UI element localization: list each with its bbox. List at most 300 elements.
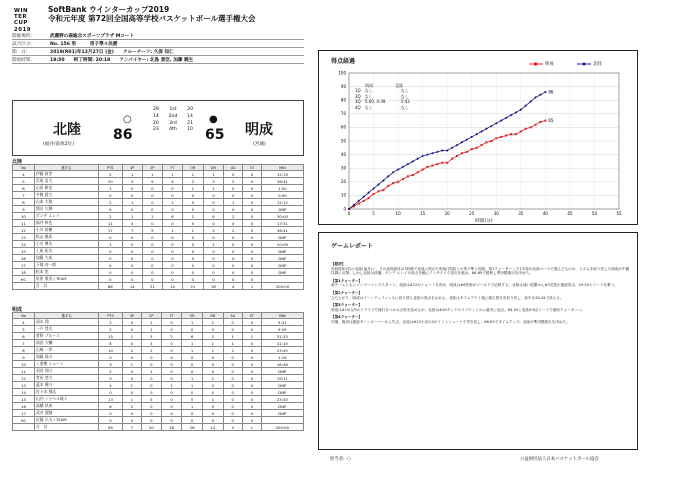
- column-header: 2P: [142, 165, 162, 171]
- player-row: [13, 199, 304, 206]
- table-cell: 1: [142, 171, 162, 178]
- player-row: [13, 403, 304, 410]
- table-cell: 1: [202, 347, 223, 354]
- table-cell: 0: [182, 410, 203, 417]
- table-cell: 12: [13, 227, 35, 234]
- data-point: [520, 130, 522, 132]
- player-row: [13, 319, 304, 326]
- table-cell: 6: [13, 333, 35, 340]
- table-cell: [261, 276, 303, 283]
- table-cell: 5: [141, 333, 161, 340]
- table-cell: 0: [162, 185, 182, 192]
- data-point: [377, 190, 379, 192]
- table-cell: 山本 大翔: [34, 199, 98, 206]
- table-cell: 松本 悠: [34, 269, 98, 276]
- table-cell: 1:16: [261, 354, 303, 361]
- event-logo: [14, 8, 36, 33]
- table-cell: 0: [161, 361, 181, 368]
- data-point: [436, 151, 439, 154]
- table-cell: 12:19: [261, 171, 303, 178]
- table-cell: [13, 283, 35, 290]
- table-cell: HC: [13, 417, 35, 424]
- table-cell: 1: [123, 333, 142, 340]
- y-tick-label: 0: [343, 206, 346, 212]
- table-cell: 1: [242, 333, 261, 340]
- table-cell: 0: [203, 276, 223, 283]
- table-cell: 0: [203, 234, 223, 241]
- table-cell: 9: [13, 354, 35, 361]
- table-cell: 1: [183, 171, 204, 178]
- table-cell: 0: [162, 248, 182, 255]
- table-cell: 12: [13, 375, 35, 382]
- table-cell: 小川 博矢: [34, 241, 98, 248]
- table-cell: 0: [182, 417, 203, 424]
- quarter-row: 14 2nd 14: [153, 113, 193, 119]
- table-cell: 1: [202, 396, 223, 403]
- table-cell: 11: [13, 368, 35, 375]
- table-cell: 0: [141, 403, 161, 410]
- table-cell: 0: [123, 417, 142, 424]
- player-row: [13, 220, 304, 227]
- table-cell: 0: [224, 276, 243, 283]
- table-cell: 5: [182, 396, 203, 403]
- table-cell: 0: [224, 171, 243, 178]
- table-cell: 2: [224, 178, 243, 185]
- table-cell: 2: [202, 333, 223, 340]
- column-header: No: [13, 165, 35, 171]
- report-section-heading: 【第1クォーター】: [331, 278, 363, 283]
- table-cell: 高橋 快成: [35, 403, 99, 410]
- table-cell: 2: [223, 347, 242, 354]
- table-cell: 4: [162, 178, 182, 185]
- table-cell: 0: [202, 410, 223, 417]
- score-progress-panel: [318, 50, 638, 225]
- player-row: [13, 255, 304, 262]
- data-point: [426, 153, 429, 156]
- table-cell: DNP: [261, 382, 303, 389]
- table-cell: 0: [202, 326, 223, 333]
- x-tick-label: 0: [347, 211, 351, 216]
- table-cell: 松山 勘武: [34, 234, 98, 241]
- meta-row: [12, 48, 304, 56]
- table-cell: 0: [224, 262, 243, 269]
- table-cell: 1: [202, 319, 223, 326]
- table-cell: DNP: [261, 403, 303, 410]
- table-cell: 0: [99, 410, 123, 417]
- column-header: 3P: [123, 313, 142, 319]
- table-cell: 8: [99, 340, 123, 347]
- table-cell: DNP: [261, 389, 303, 396]
- table-cell: 0: [224, 248, 243, 255]
- player-row: [13, 171, 304, 178]
- logo-line: WIN: [14, 8, 28, 14]
- table-cell: DNP: [261, 248, 303, 255]
- table-cell: 1: [162, 171, 182, 178]
- table-cell: 0: [203, 199, 223, 206]
- data-point: [373, 193, 375, 195]
- y-tick-label: 40: [340, 151, 346, 157]
- team-a-name: 北陸: [53, 122, 81, 138]
- table-cell: 0: [242, 410, 261, 417]
- data-point: [471, 148, 473, 150]
- table-cell: 0: [142, 185, 162, 192]
- x-tick-label: 5: [372, 211, 375, 216]
- table-cell: 0: [182, 368, 203, 375]
- y-tick-label: 60: [340, 124, 346, 130]
- table-cell: 22:10: [261, 340, 303, 347]
- report-paragraph: 立ち上がり、明成はゾーンディフェンスに切り替え北陸の得点を止める。北陸はタイムアウト後に落ち着きを取り戻し、前半を43-34で終える。: [331, 295, 564, 300]
- table-cell: 0: [243, 178, 262, 185]
- table-cell: 1: [223, 333, 242, 340]
- player-row: [13, 389, 304, 396]
- table-cell: 31:23: [261, 333, 303, 340]
- table-cell: 山崎 一渉: [35, 347, 99, 354]
- game-meta: [12, 32, 304, 64]
- table-cell: 5: [13, 178, 35, 185]
- y-tick-label: 10: [340, 192, 346, 198]
- data-point: [456, 155, 458, 157]
- table-cell: 0: [242, 417, 261, 424]
- table-cell: 1: [203, 185, 223, 192]
- table-cell: 須田 翔斗: [35, 368, 99, 375]
- table-cell: 0: [99, 417, 123, 424]
- quarter-row: 23 4th 10: [153, 127, 193, 133]
- table-cell: 0: [98, 192, 122, 199]
- table-cell: 0: [202, 354, 223, 361]
- player-row: [13, 382, 304, 389]
- legend-a-label: 北陸: [593, 62, 602, 67]
- table-cell: 20:09: [261, 241, 303, 248]
- table-cell: 0: [203, 206, 223, 213]
- logo-line: 2019: [14, 26, 32, 33]
- table-cell: 星景 朋彦 / TEAM: [34, 276, 98, 283]
- table-cell: 0: [223, 403, 242, 410]
- team-b-table-label: 明成: [12, 307, 23, 313]
- table-cell: 0: [203, 248, 223, 255]
- table-cell: 0: [243, 276, 262, 283]
- table-cell: 0: [122, 269, 142, 276]
- table-cell: 3: [183, 178, 204, 185]
- x-tick-label: 45: [567, 211, 573, 216]
- data-point: [535, 124, 537, 126]
- report-body: [331, 259, 631, 325]
- data-point: [358, 203, 360, 205]
- table-cell: 0: [161, 410, 181, 417]
- report-title: ゲームレポート: [331, 243, 374, 250]
- player-row: [13, 410, 304, 417]
- table-cell: 0: [224, 255, 243, 262]
- table-cell: 200:00: [261, 424, 303, 431]
- table-cell: DNP: [261, 255, 303, 262]
- table-cell: 86: [98, 283, 122, 290]
- report-section-heading: 【第2クォーター】: [331, 290, 363, 295]
- table-cell: 福井 幹也: [34, 220, 98, 227]
- score-chart: [319, 51, 639, 226]
- player-row: [13, 213, 304, 220]
- table-cell: 清水 翔: [35, 319, 99, 326]
- table-cell: 0: [243, 234, 262, 241]
- data-point: [481, 144, 483, 146]
- table-cell: 1: [98, 185, 122, 192]
- data-point: [505, 135, 507, 137]
- table-cell: 菅野 ブルース: [35, 333, 99, 340]
- table-cell: 0: [99, 389, 123, 396]
- player-row: [13, 269, 304, 276]
- table-cell: 5: [13, 326, 35, 333]
- table-cell: 1: [141, 368, 161, 375]
- report-paragraph: 両チームともにマンツーマンでスタート。北陸は#12がシュートを決め、明成は#6菅野がゴール下で応戦する。北陸は速い展開から#5荒尾が連続得点、29-20とリードを奪う。: [331, 283, 618, 288]
- table-cell: 0: [182, 361, 203, 368]
- total-row: [13, 424, 304, 431]
- column-header: MIN: [261, 313, 303, 319]
- data-point: [441, 162, 443, 164]
- table-cell: 0: [224, 269, 243, 276]
- table-cell: 1: [223, 340, 242, 347]
- table-cell: 0: [183, 241, 204, 248]
- table-cell: 65: [99, 424, 123, 431]
- scoreboard: [12, 100, 304, 156]
- table-cell: 6: [99, 403, 123, 410]
- table-cell: 5:41: [261, 319, 303, 326]
- player-row: [13, 276, 304, 283]
- table-cell: 0: [123, 340, 142, 347]
- table-cell: 26: [182, 424, 203, 431]
- column-header: AS: [224, 165, 243, 171]
- table-cell: 0: [162, 255, 182, 262]
- table-cell: 1: [98, 241, 122, 248]
- table-cell: 0: [242, 361, 261, 368]
- x-tick-label: 30: [493, 211, 499, 216]
- table-cell: 0: [98, 262, 122, 269]
- table-cell: 1: [202, 375, 223, 382]
- player-row: [13, 368, 304, 375]
- data-point: [392, 182, 394, 184]
- table-cell: 土屋 拓矢: [34, 248, 98, 255]
- table-cell: 0: [182, 389, 203, 396]
- column-header: OR: [183, 165, 204, 171]
- meta-value: 2019(R01)年12月27日 (金) クルーチーフ: 久保 知仁: [50, 49, 174, 55]
- table-cell: 2: [99, 319, 123, 326]
- table-cell: 23:45: [261, 396, 303, 403]
- table-cell: 17:51: [261, 220, 303, 227]
- table-cell: 0: [203, 255, 223, 262]
- table-cell: 0: [123, 368, 142, 375]
- data-point: [397, 181, 399, 183]
- table-cell: 八重樫 ショーン: [35, 361, 99, 368]
- table-cell: 加藤 大成: [34, 255, 98, 262]
- table-cell: 16: [13, 403, 35, 410]
- table-cell: 0: [183, 269, 204, 276]
- data-point: [436, 163, 438, 165]
- column-header: No: [13, 313, 35, 319]
- table-cell: 蓋木 健斗: [35, 382, 99, 389]
- table-cell: 2: [224, 213, 243, 220]
- meta-key: 試合区分:: [12, 41, 32, 47]
- table-cell: 1: [183, 185, 204, 192]
- table-cell: 0: [183, 255, 204, 262]
- meta-value: 18:50 終了時間: 20:18 アンパイヤー: 北島 貢臣, 加藤 暁生: [50, 57, 194, 63]
- player-row: [13, 340, 304, 347]
- table-cell: 0: [142, 199, 162, 206]
- table-cell: 2: [161, 333, 181, 340]
- player-row: [13, 241, 304, 248]
- player-row: [13, 206, 304, 213]
- data-point: [368, 197, 370, 199]
- table-cell: 0: [123, 389, 142, 396]
- table-cell: 0: [242, 319, 261, 326]
- meta-key: 期 日:: [12, 49, 28, 55]
- table-cell: 31: [142, 283, 162, 290]
- table-cell: 0: [243, 255, 262, 262]
- column-header: PTS: [98, 165, 122, 171]
- table-cell: 0: [122, 185, 142, 192]
- table-cell: 0: [202, 382, 223, 389]
- table-cell: DNP: [261, 368, 303, 375]
- table-cell: 2: [98, 213, 122, 220]
- table-cell: 0: [122, 255, 142, 262]
- player-row: [13, 417, 304, 424]
- table-cell: 0: [243, 171, 262, 178]
- data-point: [427, 166, 429, 168]
- table-cell: 0: [183, 248, 204, 255]
- table-cell: 0: [162, 234, 182, 241]
- meta-row: [12, 56, 304, 64]
- table-cell: 1: [123, 382, 142, 389]
- column-header: DR: [202, 313, 223, 319]
- table-cell: 0: [123, 375, 142, 382]
- data-point: [461, 152, 463, 154]
- table-cell: 1: [203, 171, 223, 178]
- data-point: [485, 141, 487, 143]
- table-cell: 0: [161, 326, 181, 333]
- y-tick-label: 30: [340, 165, 346, 171]
- table-cell: 下地 亮一郎: [34, 262, 98, 269]
- table-cell: 9: [142, 178, 162, 185]
- table-cell: 0: [161, 403, 181, 410]
- data-point: [539, 121, 541, 123]
- table-cell: 1: [183, 227, 204, 234]
- table-cell: 0: [142, 220, 162, 227]
- table-cell: 200:00: [261, 283, 303, 290]
- x-tick-label: 50: [591, 211, 598, 216]
- table-cell: 0: [183, 262, 204, 269]
- game-report-panel: [318, 232, 638, 450]
- table-cell: 1: [122, 199, 142, 206]
- x-axis-title: 時間(分): [475, 219, 493, 224]
- table-cell: 2: [99, 368, 123, 375]
- table-cell: 0: [202, 403, 223, 410]
- player-row: [13, 178, 304, 185]
- table-cell: 7: [13, 192, 35, 199]
- player-row: [13, 333, 304, 340]
- x-tick-label: 20: [444, 211, 450, 216]
- player-row: [13, 262, 304, 269]
- table-cell: HC: [13, 276, 35, 283]
- table-cell: 8: [13, 347, 35, 354]
- table-cell: 1: [242, 424, 261, 431]
- y-tick-label: 100: [338, 70, 346, 76]
- table-cell: 多数 游大: [34, 192, 98, 199]
- table-cell: 0: [161, 375, 181, 382]
- table-cell: 0: [202, 389, 223, 396]
- table-cell: 0: [243, 206, 262, 213]
- table-cell: 0: [123, 326, 142, 333]
- table-cell: 10: [13, 213, 35, 220]
- table-cell: 小川 裕樹: [34, 227, 98, 234]
- table-cell: 0: [142, 241, 162, 248]
- table-cell: 6: [13, 185, 35, 192]
- table-cell: 20: [141, 424, 161, 431]
- team-a-boxscore: [12, 164, 304, 290]
- table-cell: DNP: [261, 234, 303, 241]
- table-cell: 6: [162, 213, 182, 220]
- table-cell: 14: [13, 389, 35, 396]
- table-cell: 14: [202, 424, 223, 431]
- table-cell: 一戸 啓太: [35, 326, 99, 333]
- table-cell: 0: [141, 410, 161, 417]
- table-cell: 0: [183, 192, 204, 199]
- player-row: [13, 375, 304, 382]
- table-cell: 16:36: [261, 361, 303, 368]
- data-point: [431, 164, 433, 166]
- table-cell: 0: [161, 417, 181, 424]
- player-row: [13, 354, 304, 361]
- table-cell: 1: [141, 326, 161, 333]
- table-cell: 0: [122, 234, 142, 241]
- table-cell: 0: [98, 255, 122, 262]
- team-b-sub: (宮城): [253, 142, 266, 147]
- table-cell: 0: [122, 206, 142, 213]
- table-cell: 0: [182, 326, 203, 333]
- table-cell: 13: [13, 234, 35, 241]
- table-cell: 18: [13, 269, 35, 276]
- table-cell: 0: [162, 206, 182, 213]
- table-cell: 4: [223, 424, 242, 431]
- data-point: [441, 149, 444, 152]
- table-cell: 0: [122, 248, 142, 255]
- table-cell: 5: [122, 220, 142, 227]
- table-cell: 0: [122, 241, 142, 248]
- table-cell: 0: [224, 241, 243, 248]
- table-cell: 合 計: [34, 283, 98, 290]
- table-cell: 0: [223, 375, 242, 382]
- table-cell: 0: [122, 192, 142, 199]
- table-cell: 0: [99, 375, 123, 382]
- table-cell: 0: [223, 319, 242, 326]
- table-cell: 6: [203, 213, 223, 220]
- table-cell: 2: [183, 213, 204, 220]
- table-cell: 1: [123, 396, 142, 403]
- table-cell: 0: [142, 206, 162, 213]
- table-cell: 1: [182, 403, 203, 410]
- table-cell: 1: [142, 213, 162, 220]
- table-cell: 15: [13, 248, 35, 255]
- table-cell: 佐々木 凰汰: [35, 389, 99, 396]
- data-point: [495, 137, 497, 139]
- table-cell: 9:29: [261, 326, 303, 333]
- data-point: [422, 169, 424, 171]
- table-cell: 0: [142, 192, 162, 199]
- table-cell: 16: [13, 255, 35, 262]
- meta-value: No. 156 男 男子準々決勝: [50, 41, 118, 47]
- data-point: [544, 120, 546, 122]
- table-cell: 2: [99, 326, 123, 333]
- column-header: 選手名: [35, 313, 99, 319]
- x-tick-label: 40: [542, 211, 548, 216]
- player-row: [13, 347, 304, 354]
- table-cell: 5: [141, 396, 161, 403]
- table-cell: 0: [123, 410, 142, 417]
